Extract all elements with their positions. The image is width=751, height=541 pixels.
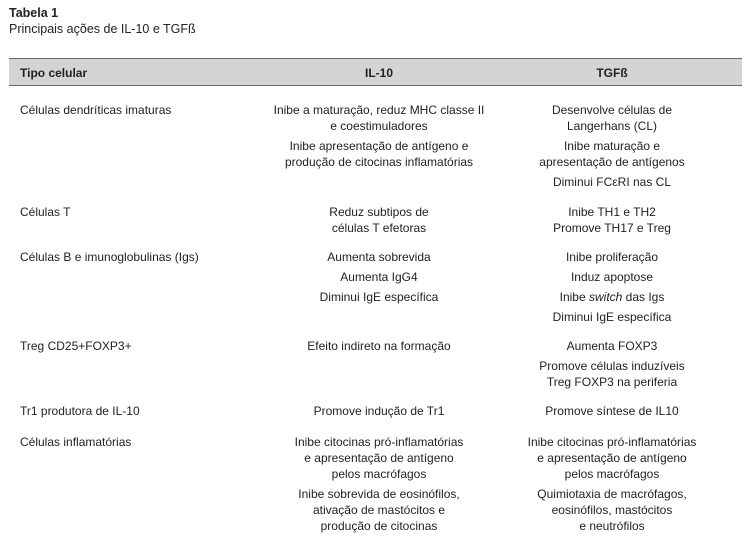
- cell-type: Células inflamatórias: [20, 435, 132, 449]
- il10-item: Inibe sobrevida de eosinófilos, ativação de mastócitos e produção de citocinas: [298, 487, 460, 533]
- header-cell-type: Tipo celular: [20, 66, 88, 80]
- header-tgfb: TGFß: [596, 66, 628, 80]
- tgfb-item: Promove células induzíveis Treg FOXP3 na periferia: [539, 359, 685, 389]
- tgfb-item: Diminui IgE específica: [552, 310, 672, 324]
- header-il10: IL-10: [364, 66, 393, 80]
- il10-cell: [249, 403, 509, 419]
- il10-cell: [249, 338, 509, 354]
- tgfb-cell: [479, 102, 745, 190]
- tgfb-item: Inibe citocinas pró-inflamatórias e apresentação de antígeno pelos macrófagos: [527, 435, 697, 481]
- il10-item: Inibe a maturação, reduz MHC classe II e coestimuladores: [273, 103, 485, 133]
- cell-type: Tr1 produtora de IL-10: [20, 404, 140, 418]
- table-header: [9, 58, 742, 86]
- tgfb-item: Inibe TH1 e TH2 Promove TH17 e Treg: [553, 205, 671, 235]
- il10-cell: [249, 102, 509, 170]
- table-title: Principais ações de IL-10 e TGFß: [9, 22, 196, 36]
- tgfb-item: Inibe proliferação: [565, 250, 659, 264]
- cell-type: Treg CD25+FOXP3+: [20, 339, 132, 353]
- cell-type: Células T: [20, 205, 71, 219]
- il10-item: Aumenta IgG4: [340, 270, 418, 284]
- il10-cell: [249, 249, 509, 305]
- il10-item: Inibe apresentação de antígeno e produção de citocinas inflamatórias: [284, 139, 474, 169]
- tgfb-item: Induz apoptose: [570, 270, 654, 284]
- cell-type: Células B e imunoglobulinas (Igs): [20, 250, 199, 264]
- il10-item: Inibe citocinas pró-inflamatórias e apresentação de antígeno pelos macrófagos: [294, 435, 464, 481]
- il10-item: Aumenta sobrevida: [327, 250, 431, 264]
- tgfb-cell: [479, 249, 745, 325]
- il10-item: Efeito indireto na formação: [307, 339, 451, 353]
- tgfb-item: Promove síntese de IL10: [545, 404, 679, 418]
- il10-item: Promove indução de Tr1: [313, 404, 445, 418]
- table-caption: [9, 6, 196, 38]
- tgfb-item-switch: Inibe switch das Igs: [559, 290, 665, 304]
- il10-item: Diminui IgE específica: [319, 290, 439, 304]
- tgfb-cell: [479, 338, 745, 390]
- tgfb-cell: [479, 434, 745, 534]
- tgfb-item: Inibe maturação e apresentação de antígenos: [539, 139, 685, 169]
- tgfb-item: Aumenta FOXP3: [566, 339, 658, 353]
- tgfb-item: Diminui FCεRI nas CL: [552, 175, 672, 189]
- tgfb-cell: [479, 403, 745, 419]
- tgfb-item: Quimiotaxia de macrófagos, eosinófilos, mastócitos e neutrófilos: [537, 487, 687, 533]
- tgfb-cell: [479, 204, 745, 236]
- cell-type: Células dendríticas imaturas: [20, 103, 172, 117]
- table-label: Tabela 1: [9, 6, 59, 20]
- il10-cell: [249, 434, 509, 534]
- tgfb-item: Desenvolve células de Langerhans (CL): [551, 103, 673, 133]
- il10-item: Reduz subtipos de células T efetoras: [329, 205, 429, 235]
- il10-cell: [249, 204, 509, 236]
